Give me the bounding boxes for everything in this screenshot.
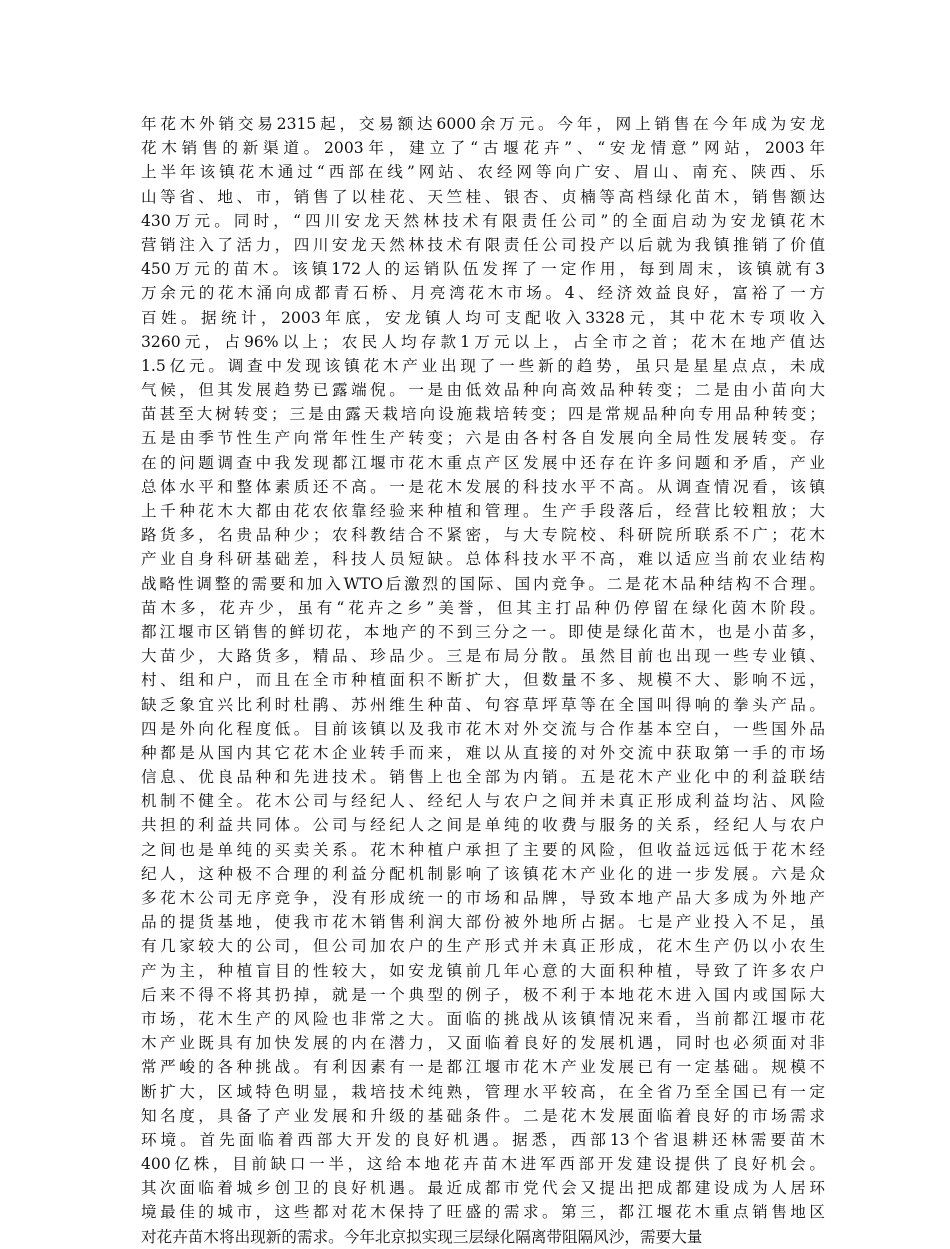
text-line: 其次面临着城乡创卫的良好机遇。最近成都市党代会又提出把成都建设成为人居环 [141, 1179, 825, 1198]
text-line: 路货多，名贵品种少；农科教结合不紧密，与大专院校、科研院所联系不广；花木 [141, 526, 825, 545]
text-line: 430万元。同时，“四川安龙天然林技术有限责任公司”的全面启动为安龙镇花木 [141, 211, 825, 230]
text-line: 3260元，占96%以上；农民人均存款1万元以上，占全市之首；花木在地产值达 [141, 332, 825, 351]
text-line: 五是由季节性生产向常年性生产转变；六是由各村各自发展向全局性发展转变。存 [141, 429, 825, 448]
text-line: 断扩大，区域特色明显，栽培技术纯熟，管理水平较高，在全省乃至全国已有一定 [141, 1082, 825, 1101]
text-line: 苗木多，花卉少，虽有“花卉之乡”美誉，但其主打品种仍停留在绿化茵木阶段。 [141, 598, 825, 617]
text-line: 村、组和户，而且在全市种植面积不断扩大，但数量不多、规模不大、影响不远， [141, 671, 825, 690]
text-line: 品的提货基地，使我市花木销售利润大部份被外地所占据。七是产业投入不足，虽 [141, 913, 825, 932]
text-line: 产为主，种植盲目的性较大，如安龙镇前几年心意的大面积种植，导致了许多农户 [141, 961, 825, 980]
text-line: 百姓。据统计，2003年底，安龙镇人均可支配收入3328元，其中花木专项收入 [141, 308, 825, 327]
text-line: 营销注入了活力，四川安龙天然林技术有限责任公司投产以后就为我镇推销了价值 [141, 235, 825, 254]
text-line: 市场，花木生产的风险也非常之大。面临的挑战从该镇情况来看，当前都江堰市花 [141, 1009, 825, 1028]
text-line: 信息、优良品种和先进技术。销售上也全部为内销。五是花木产业化中的利益联结 [141, 768, 825, 787]
text-line: 苗甚至大树转变；三是由露天栽培向设施栽培转变；四是常规品种向专用品种转变； [141, 405, 825, 424]
text-line: 缺乏象宜兴比利时杜鹃、苏州维生种苗、句容草坪草等在全国叫得响的拳头产品。 [141, 695, 825, 714]
text-line: 上半年该镇花木通过“西部在线”网站、农经网等向广安、眉山、南充、陕西、乐 [141, 163, 825, 182]
text-line: 境最佳的城市，这些都对花木保持了旺盛的需求。第三，都江堰花木重点销售地区 [141, 1203, 825, 1222]
text-line: 木产业既具有加快发展的内在潜力，又面临着良好的发展机遇，同时也必须面对非 [141, 1034, 825, 1053]
text-line: 都江堰市区销售的鲜切花，本地产的不到三分之一。即使是绿化苗木，也是小苗多， [141, 622, 825, 641]
text-line: 多花木公司无序竞争，没有形成统一的市场和品牌，导致本地产品大多成为外地产 [141, 889, 825, 907]
text-line: 1.5亿元。调查中发现该镇花木产业出现了一些新的趋势，虽只是星星点点，未成 [141, 356, 825, 375]
text-line: 纪人，这种极不合理的利益分配机制影响了该镇花木产业化的进一步发展。六是众 [141, 864, 825, 883]
text-line: 战略性调整的需要和加入WTO后激烈的国际、国内竞争。二是花木品种结构不合理。 [141, 574, 825, 593]
document-body-text [141, 112, 825, 1249]
text-line: 花木销售的新渠道。2003年，建立了“古堰花卉”、“安龙情意”网站，2003年 [141, 139, 825, 158]
text-line: 后来不得不将其扔掉，就是一个典型的例子，极不利于本地花木进入国内或国际大 [141, 985, 825, 1004]
text-line: 有几家较大的公司，但公司加农户的生产形式并未真正形成，花木生产仍以小农生 [141, 937, 825, 956]
text-line: 对花卉苗木将出现新的需求。今年北京拟实现三层绿化隔离带阻隔风沙，需要大量 [141, 1227, 703, 1246]
text-line: 山等省、地、市，销售了以桂花、天竺桂、银杏、贞楠等高档绿化苗木，销售额达 [141, 187, 825, 206]
text-line: 四是外向化程度低。目前该镇以及我市花木对外交流与合作基本空白，一些国外品 [141, 719, 825, 738]
text-line: 之间也是单纯的买卖关系。花木种植户承担了主要的风险，但收益远远低于花木经 [141, 840, 825, 859]
text-line: 共担的利益共同体。公司与经纪人之间是单纯的收费与服务的关系，经纪人与农户 [141, 816, 825, 835]
text-line: 上千种花木大都由花农依靠经验来种植和管理。生产手段落后，经营比较粗放；大 [141, 502, 825, 520]
text-line: 总体水平和整体素质还不高。一是花木发展的科技水平不高。从调查情况看，该镇 [141, 477, 825, 496]
text-line: 常严峻的各种挑战。有利因素有一是都江堰市花木产业发展已有一定基础。规模不 [141, 1058, 825, 1077]
text-line: 产业自身科研基础差，科技人员短缺。总体科技水平不高，难以适应当前农业结构 [141, 550, 825, 569]
text-line: 在的问题调查中我发现都江堰市花木重点产区发展中还存在许多问题和矛盾，产业 [141, 453, 825, 472]
text-line: 万余元的花木涌向成都青石桥、月亮湾花木市场。4、经济效益良好，富裕了一方 [141, 284, 825, 303]
document-page [141, 112, 825, 1246]
text-line: 400亿株，目前缺口一半，这给本地花卉苗木进军西部开发建设提供了良好机会。 [141, 1155, 825, 1174]
text-line: 年花木外销交易2315起，交易额达6000余万元。今年，网上销售在今年成为安龙 [141, 115, 825, 133]
text-line: 种都是从国内其它花木企业转手而来，难以从直接的对外交流中获取第一手的市场 [141, 743, 825, 762]
text-line: 知名度，具备了产业发展和升级的基础条件。二是花木发展面临着良好的市场需求 [141, 1106, 825, 1125]
text-line: 气候，但其发展趋势已露端倪。一是由低效品种向高效品种转变；二是由小苗向大 [141, 381, 825, 400]
text-line: 大苗少，大路货多，精品、珍品少。三是布局分散。虽然目前也出现一些专业镇、 [141, 647, 825, 666]
text-line: 环境。首先面临着西部大开发的良好机遇。据悉，西部13个省退耕还林需要苗木 [141, 1130, 825, 1149]
text-line: 机制不健全。花木公司与经纪人、经纪人与农户之间并未真正形成利益均沾、风险 [141, 792, 825, 811]
text-line: 450万元的苗木。该镇172人的运销队伍发挥了一定作用，每到周末，该镇就有3 [141, 260, 825, 279]
